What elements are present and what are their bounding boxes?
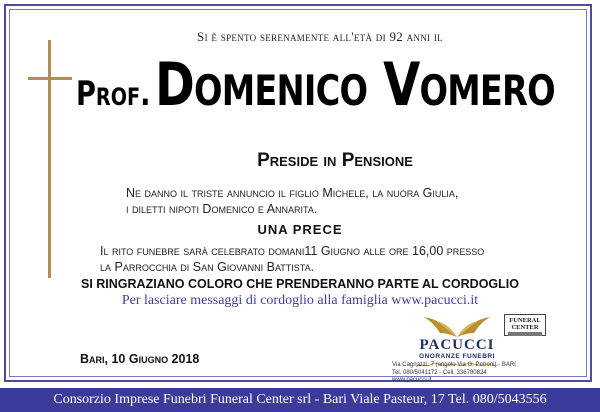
contact-address: Via Cagnazzi, 7 (angolo Via G. Petroni) - BARI bbox=[392, 362, 516, 368]
funeral-paragraph bbox=[100, 243, 570, 275]
notice-date: Bari, 10 Giugno 2018 bbox=[80, 352, 200, 366]
intro-text: Si è spento serenamente all'età di 92 anni il bbox=[197, 29, 443, 44]
deceased-name bbox=[76, 50, 555, 120]
badge-line: CENTER bbox=[511, 324, 539, 331]
wings-icon bbox=[422, 313, 492, 339]
logo-subtitle: ONORANZE FUNEBRI bbox=[419, 353, 495, 360]
funeral-line: Il rito funebre sarà celebrato domani11 Giugno alle ore 16,00 presso bbox=[100, 244, 485, 258]
contact-website[interactable]: www.pacucci.it bbox=[392, 377, 432, 383]
title-prefix: Prof. bbox=[76, 74, 151, 114]
announcement-line: Ne danno il triste annuncio il figlio Michele, la nuora Giulia, bbox=[126, 186, 459, 200]
footer-bar: Consorzio Imprese Funebri Funeral Center srl - Bari Viale Pasteur, 17 Tel. 080/5043556 bbox=[0, 388, 600, 412]
thanks-line: SI RINGRAZIANO COLORO CHE PRENDERANNO PARTE AL CORDOGLIO bbox=[81, 277, 519, 291]
logo-name: PACUCCI bbox=[419, 337, 495, 353]
announcement-line: i diletti nipoti Domenico e Annarita. bbox=[126, 202, 318, 216]
cross-arm bbox=[28, 77, 72, 80]
funeral-center-badge bbox=[504, 314, 546, 336]
announcement-paragraph bbox=[126, 185, 566, 217]
badge-bar bbox=[508, 332, 542, 336]
messages-link[interactable]: Per lasciare messaggi di cordoglio alla famiglia www.pacucci.it bbox=[121, 293, 479, 308]
prayer-heading: UNA PRECE bbox=[257, 222, 343, 237]
full-name: Domenico Vomero bbox=[154, 50, 555, 120]
contact-info bbox=[392, 362, 542, 385]
funeral-line: la Parrocchia di San Giovanni Battista. bbox=[100, 260, 315, 274]
badge-line: FUNERAL bbox=[509, 317, 541, 324]
cross-icon bbox=[48, 40, 51, 278]
contact-phones: Tel. 080/5041172 - Cell. 336780824 bbox=[392, 369, 487, 376]
profession-subtitle: Preside in Pensione bbox=[257, 150, 413, 171]
